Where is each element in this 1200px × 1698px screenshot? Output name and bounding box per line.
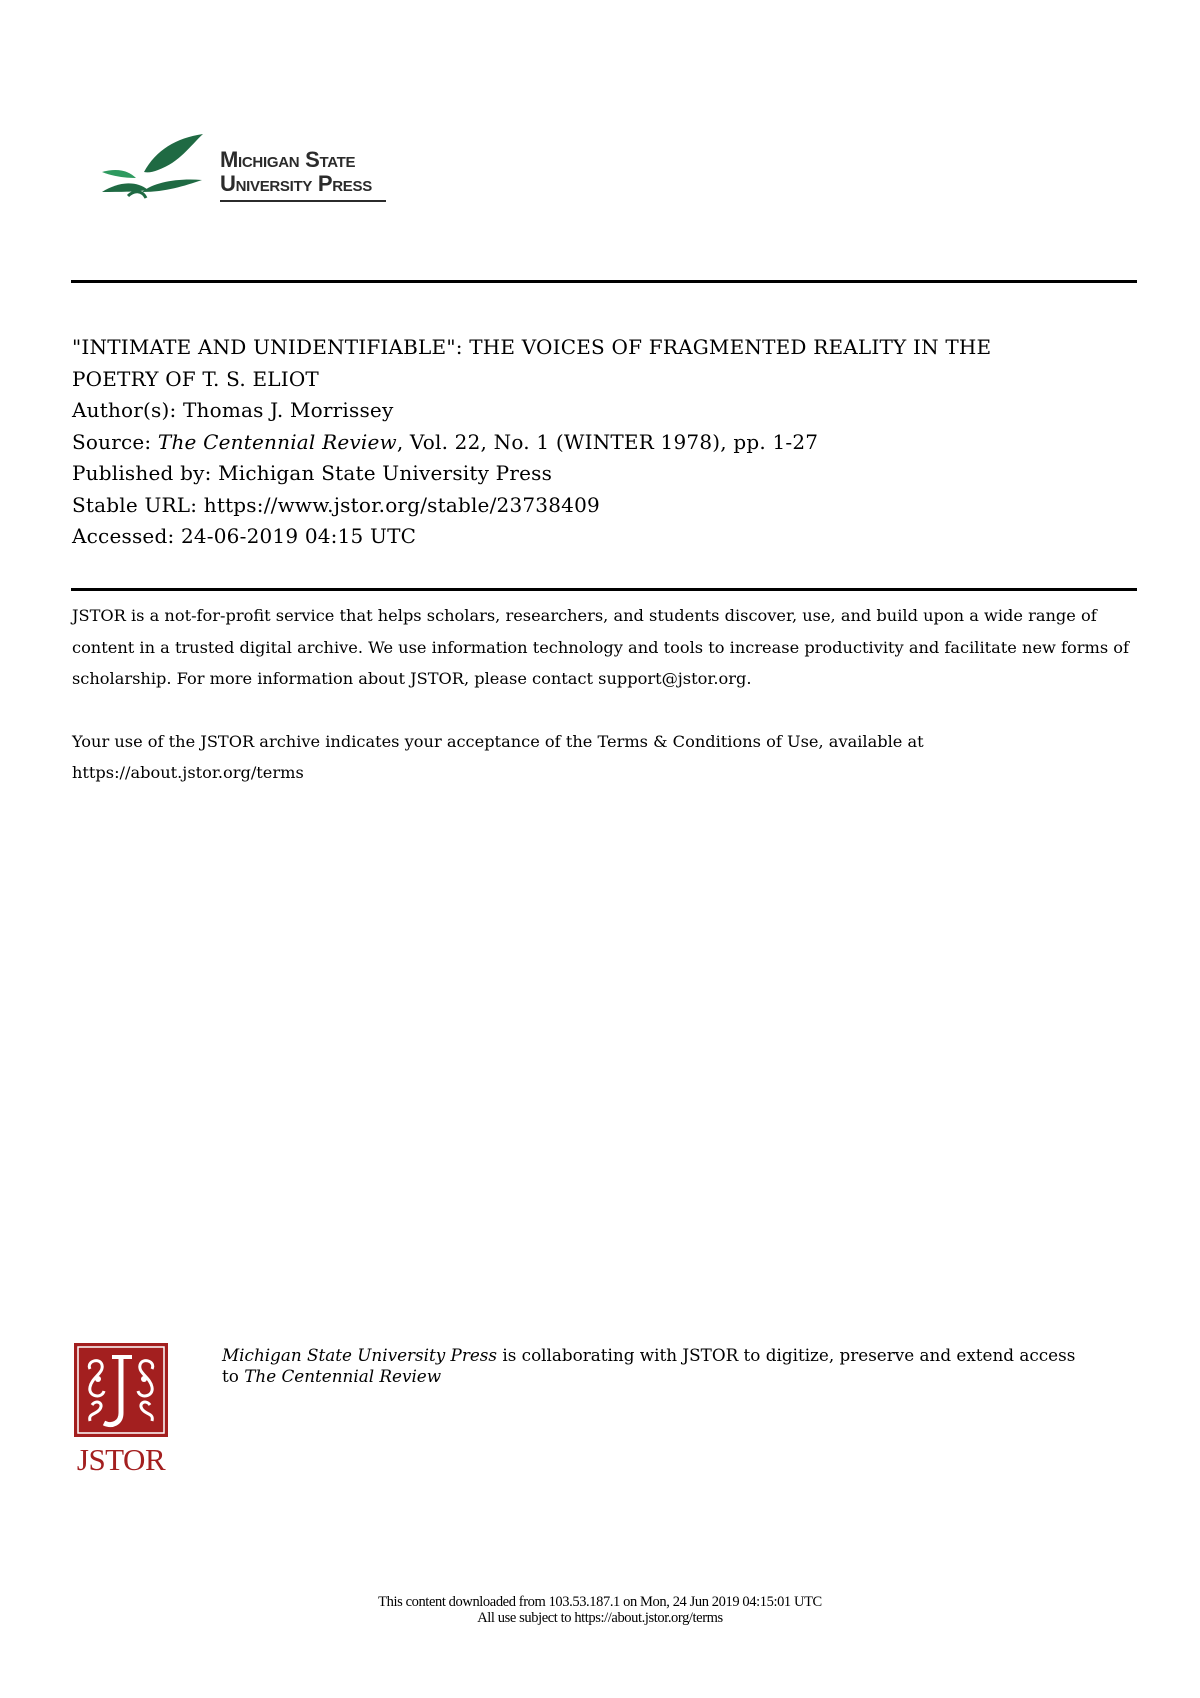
terms-link[interactable]: https://about.jstor.org/terms bbox=[72, 763, 304, 782]
stable-url-line bbox=[72, 490, 1142, 522]
publisher-logo bbox=[98, 132, 398, 210]
collab-publisher: Michigan State University Press bbox=[222, 1345, 498, 1365]
footer-line-2: All use subject to https://about.jstor.org/terms bbox=[477, 1610, 723, 1626]
accessed-date: 24-06-2019 04:15 UTC bbox=[180, 524, 417, 548]
publisher-name: Michigan State University Press bbox=[218, 461, 553, 485]
stable-url-link[interactable]: https://www.jstor.org/stable/23738409 bbox=[203, 492, 600, 517]
notice-paragraph-1: JSTOR is a not-for-profit service that helps scholars, researchers, and students discover, use, and build upon a wide range of content in a trusted digital archive. We use information technology and tools to increase productivity and facilitate new forms of scholarship. For more information about JSTOR, please contact support@jstor.org. bbox=[72, 606, 1130, 688]
publisher-logo-text bbox=[220, 148, 372, 196]
jstor-logo bbox=[72, 1343, 170, 1477]
jstor-emblem-icon bbox=[74, 1343, 168, 1437]
terms-text: Your use of the JSTOR archive indicates your acceptance of the Terms & Conditions of Use, available at bbox=[72, 731, 924, 751]
accessed-label: Accessed: bbox=[72, 524, 181, 548]
collab-text: is collaborating with JSTOR to digitize, preserve and extend access to bbox=[222, 1345, 1076, 1386]
footer-line-1: This content downloaded from 103.53.187.1 on Mon, 24 Jun 2019 04:15:01 UTC bbox=[378, 1594, 822, 1610]
top-divider bbox=[71, 280, 1137, 283]
source-details: , Vol. 22, No. 1 (WINTER 1978), pp. 1-27 bbox=[396, 429, 819, 454]
notice-paragraph-2 bbox=[72, 726, 1132, 789]
article-title-line1: "INTIMATE AND UNIDENTIFIABLE": THE VOICES OF FRAGMENTED REALITY IN THE bbox=[72, 335, 992, 359]
collaboration-statement bbox=[222, 1345, 1082, 1387]
author-name: Thomas J. Morrissey bbox=[183, 398, 394, 422]
publisher-logo-line2: University Press bbox=[220, 171, 372, 196]
publisher-logo-line1: Michigan State bbox=[220, 147, 356, 172]
author-label: Author(s): bbox=[72, 398, 184, 422]
source-journal: The Centennial Review bbox=[157, 429, 397, 454]
middle-divider bbox=[71, 588, 1137, 591]
leaf-icon bbox=[98, 132, 218, 210]
stable-url-label: Stable URL: bbox=[72, 492, 204, 517]
article-title-line2: POETRY OF T. S. ELIOT bbox=[72, 366, 319, 391]
source-line bbox=[72, 427, 1142, 459]
author-line bbox=[72, 395, 1142, 427]
accessed-line bbox=[72, 521, 1142, 553]
publisher-line bbox=[72, 458, 1142, 490]
publisher-logo-underline bbox=[220, 200, 386, 202]
collab-journal: The Centennial Review bbox=[244, 1366, 442, 1386]
download-footer bbox=[0, 1594, 1200, 1626]
jstor-notice bbox=[72, 600, 1132, 789]
publisher-label: Published by: bbox=[72, 461, 219, 485]
source-label: Source: bbox=[72, 429, 158, 454]
citation-block bbox=[72, 332, 1142, 553]
jstor-wordmark: JSTOR bbox=[76, 1442, 166, 1477]
